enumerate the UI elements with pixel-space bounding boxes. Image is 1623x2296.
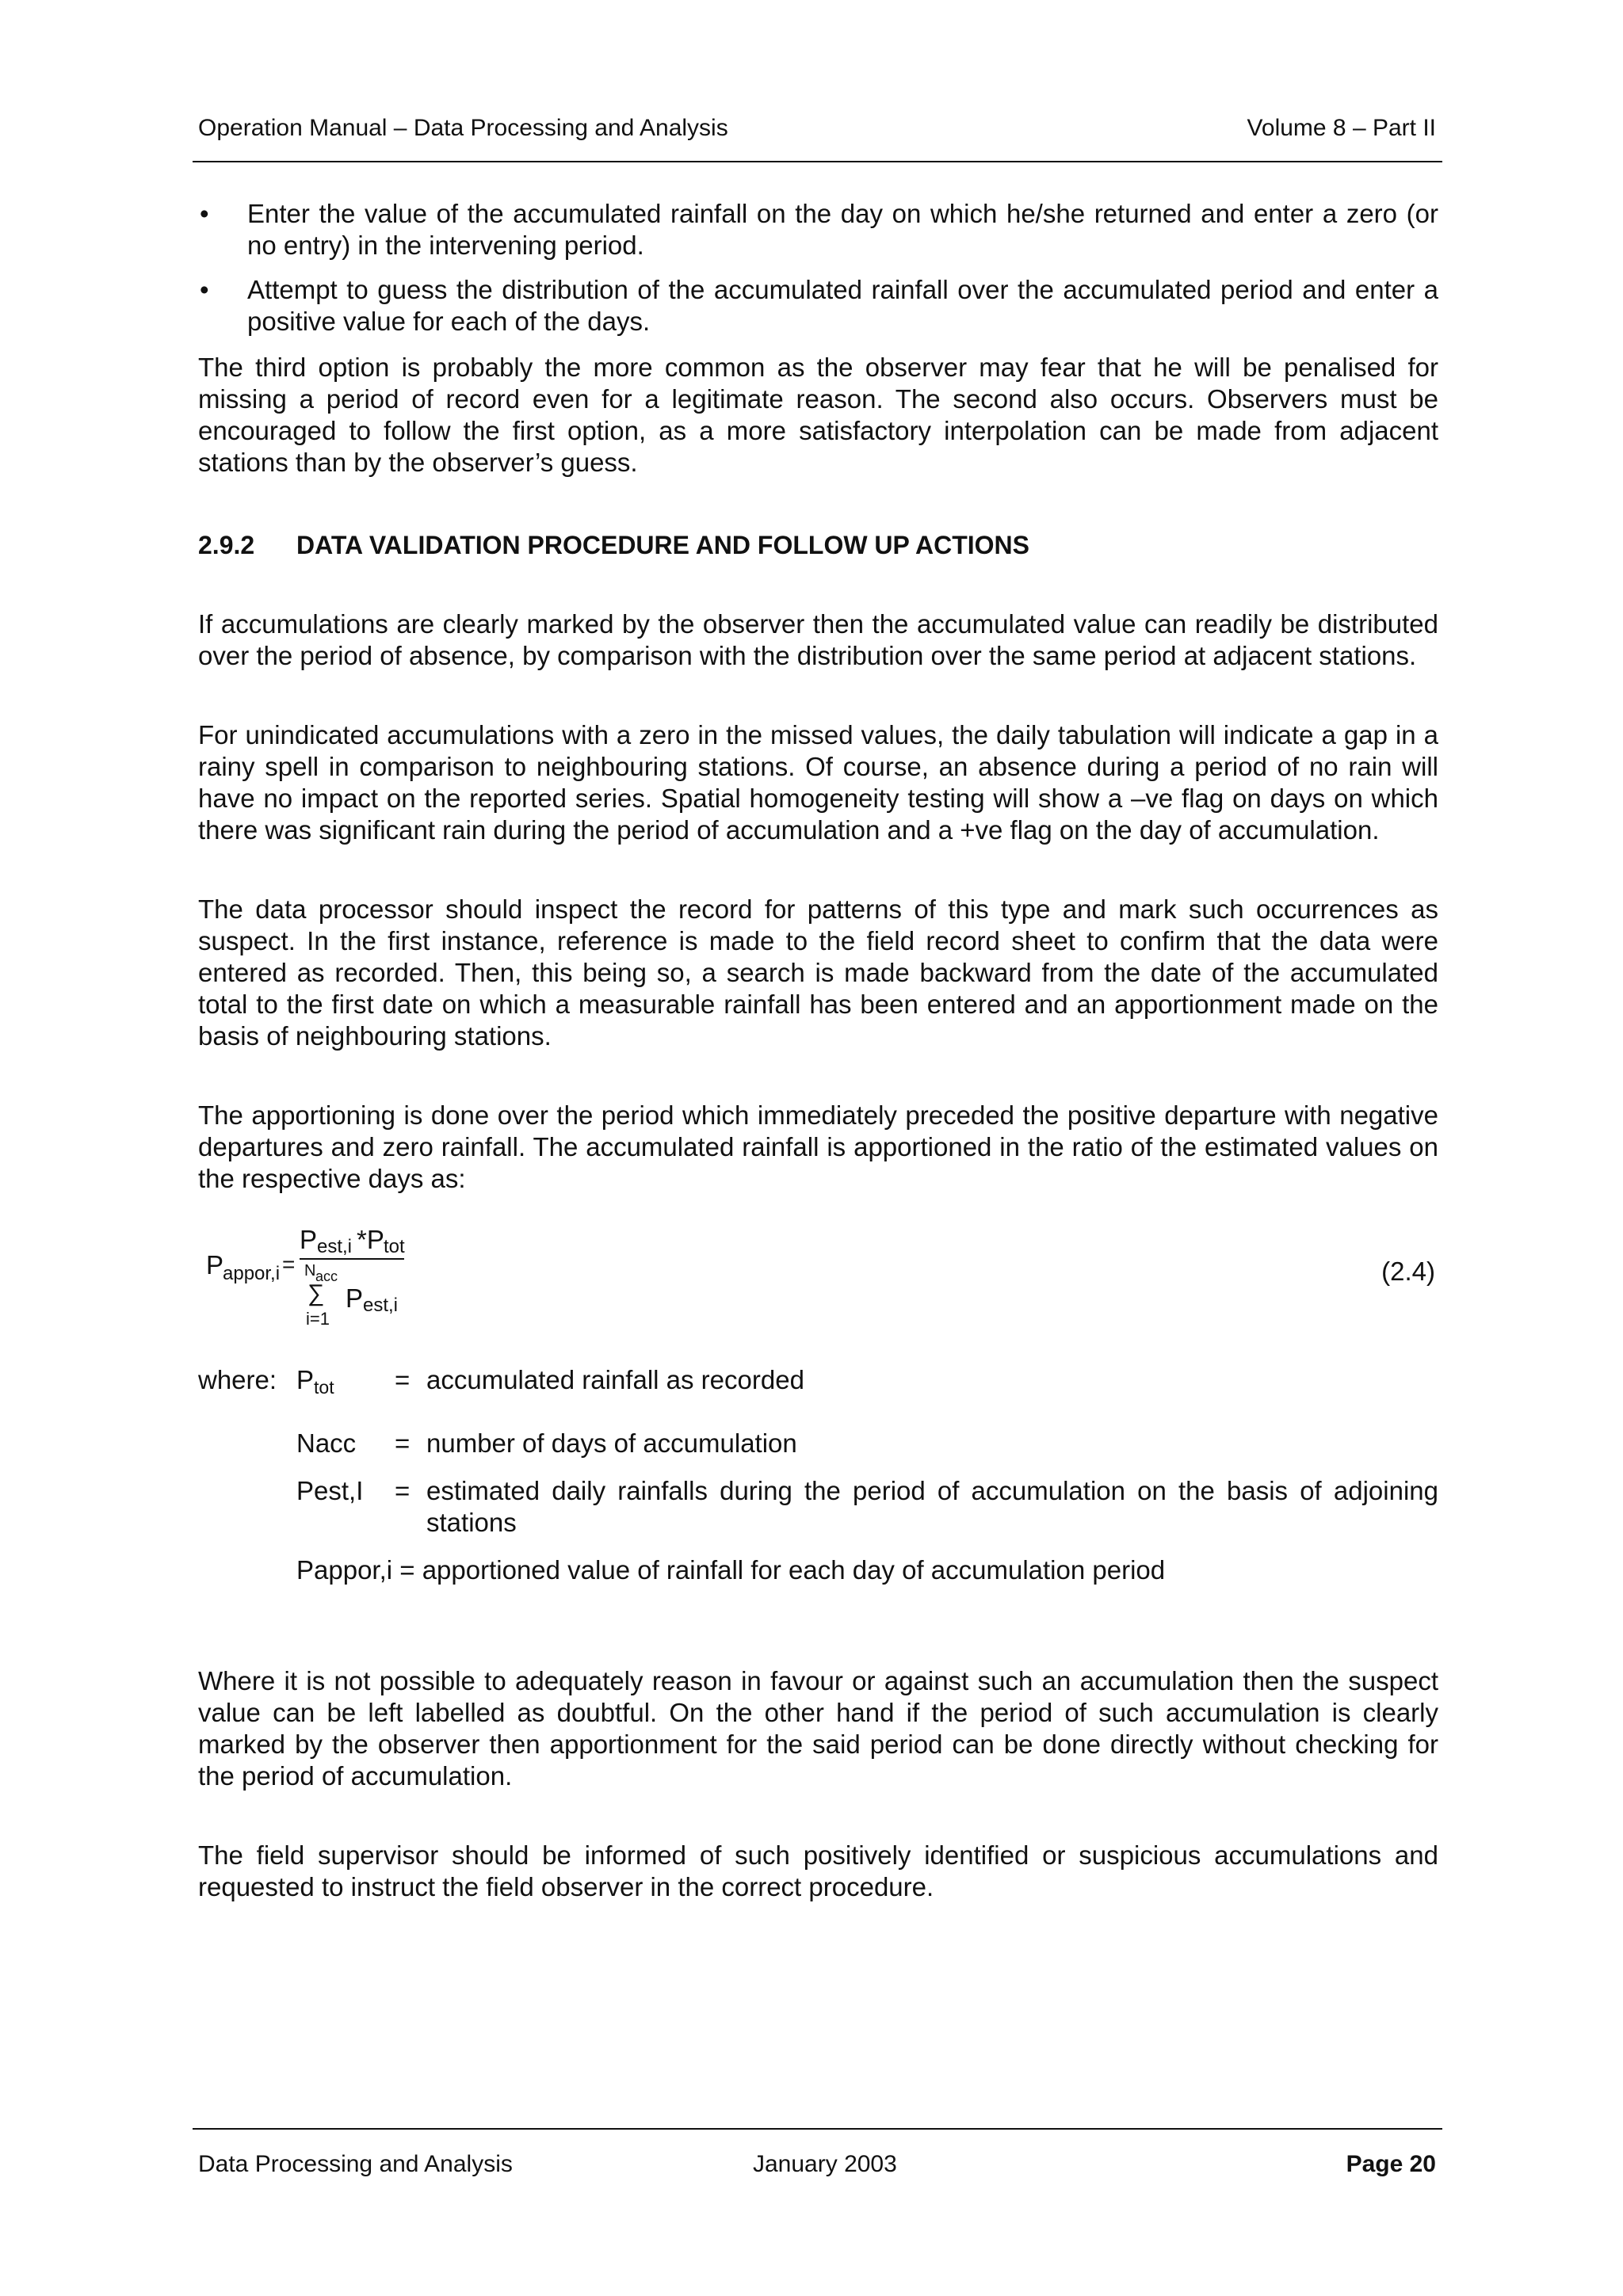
page-header: [198, 111, 1436, 146]
formula-num-tot-sub: tot: [384, 1236, 405, 1257]
definition-pest: [198, 1475, 1438, 1539]
definition-equals: =: [395, 1365, 411, 1394]
formula-sum-upper-sub: acc: [315, 1268, 338, 1284]
summation-icon: ∑: [307, 1280, 325, 1306]
page-footer: [198, 2147, 1436, 2182]
definition-text: accumulated rainfall as recorded: [426, 1365, 804, 1394]
definition-pappor: [198, 1554, 1438, 1586]
definition-symbol: Nacc: [296, 1428, 357, 1458]
paragraph-unindicated: For unindicated accumulations with a zero in the missed values, the daily tabulation will indicate a gap in a rainy spell in comparison to neighbouring stations. Of course, an absence during a period of no rain will have no impact on the reported series. Spatial homogeneity testing will show a –ve flag on days on which there was significant rain during the period of accumulation and a +ve flag on the day of accumulation.: [198, 720, 1438, 845]
section-number: 2.9.2: [198, 531, 255, 559]
where-label: where:: [198, 1365, 277, 1394]
footer-date: January 2003: [753, 2151, 897, 2177]
bullet-item: [198, 198, 1438, 261]
definition-nacc: [198, 1428, 1438, 1459]
header-rule: [193, 161, 1442, 162]
paragraph-third-option: The third option is probably the more common as the observer may fear that he will be penalised for missing a period of record even for a legitimate reason. The second also occurs. Observers must be encouraged to follow the first option, as a more satisfactory interpolation can be made from adjacent stations than by the observer’s guess.: [198, 353, 1438, 477]
definition-equals: =: [395, 1476, 411, 1505]
bullet-item: [198, 274, 1438, 338]
header-title: Operation Manual – Data Processing and Analysis: [198, 115, 728, 141]
definition-text: number of days of accumulation: [426, 1428, 797, 1458]
definition-text: Pappor,i = apportioned value of rainfall for each day of accumulation period: [296, 1555, 1166, 1585]
formula-num-p: P: [300, 1225, 318, 1254]
paragraph-doubtful: Where it is not possible to adequately reason in favour or against such an accumulation then the suspect value can be left labelled as doubtful. On the other hand if the period of such accumulation is clearly marked by the observer then apportionment for the said period can be done directly without checking for the period of accumulation.: [198, 1666, 1438, 1791]
definition-symbol: [296, 1364, 334, 1396]
header-volume: Volume 8 – Part II: [1247, 115, 1436, 141]
formula-sum-upper: N: [304, 1262, 316, 1280]
definitions-list: [198, 1364, 1438, 1586]
paragraph-processor: The data processor should inspect the record for patterns of this type and mark such occurrences as suspect. In the first instance, reference is made to the field record sheet to confirm that the data were entered as recorded. Then, this being so, a search is made backward from the date of the accumulated total to the first date on which a measurable rainfall has been entered and an apportionment made on the basis of neighbouring stations.: [198, 894, 1438, 1051]
paragraph-marked: If accumulations are clearly marked by the observer then the accumulated value can readily be distributed over the period of absence, by comparison with the distribution over the same period at adjacent stations.: [198, 609, 1438, 670]
formula-equals: =: [282, 1252, 296, 1276]
formula-den-p-sub: est,i: [363, 1295, 399, 1316]
bullet-text: Enter the value of the accumulated rainfall on the day on which he/she returned and enter a zero (or no entry) in the intervening period.: [247, 199, 1438, 260]
symbol-p: P: [296, 1365, 315, 1394]
definition-text: estimated daily rainfalls during the period of accumulation on the basis of adjoining stations: [426, 1476, 1438, 1537]
formula-den-p: P: [346, 1283, 364, 1313]
equation-number: (2.4): [1381, 1257, 1435, 1286]
definition-ptot: [198, 1364, 1438, 1396]
symbol-sub: tot: [314, 1377, 334, 1398]
footer-title: Data Processing and Analysis: [198, 2151, 513, 2177]
page-number: Page 20: [1346, 2151, 1436, 2177]
definition-equals: =: [395, 1428, 411, 1458]
paragraph-supervisor: The field supervisor should be informed of such positively identified or suspicious accumulations and requested to instruct the field observer in the correct procedure.: [198, 1840, 1438, 1901]
bullet-text: Attempt to guess the distribution of the accumulated rainfall over the accumulated period and enter a positive value for each of the days.: [247, 275, 1438, 336]
bullet-icon: •: [200, 199, 209, 228]
fraction-bar: [300, 1258, 404, 1260]
footer-rule: [193, 2128, 1442, 2130]
bullet-icon: •: [200, 275, 209, 304]
formula-num-star-p: *P: [357, 1225, 384, 1254]
section-heading: [198, 529, 1438, 561]
formula-sum-lower: i=1: [306, 1309, 330, 1329]
section-title: DATA VALIDATION PROCEDURE AND FOLLOW UP ACTIONS: [296, 531, 1029, 559]
formula-num-p-sub: est,i: [317, 1236, 353, 1257]
definition-symbol: Pest,I: [296, 1476, 364, 1505]
page-body: [198, 198, 1438, 1903]
formula-lhs-sub: appor,i: [223, 1263, 281, 1284]
paragraph-apportioning: The apportioning is done over the period which immediately preceded the positive departure with negative departures and zero rainfall. The accumulated rainfall is apportioned in the ratio of the estimated values on the respective days as:: [198, 1100, 1438, 1193]
equation-2-4: [198, 1219, 1438, 1337]
formula-lhs: P: [206, 1250, 224, 1280]
